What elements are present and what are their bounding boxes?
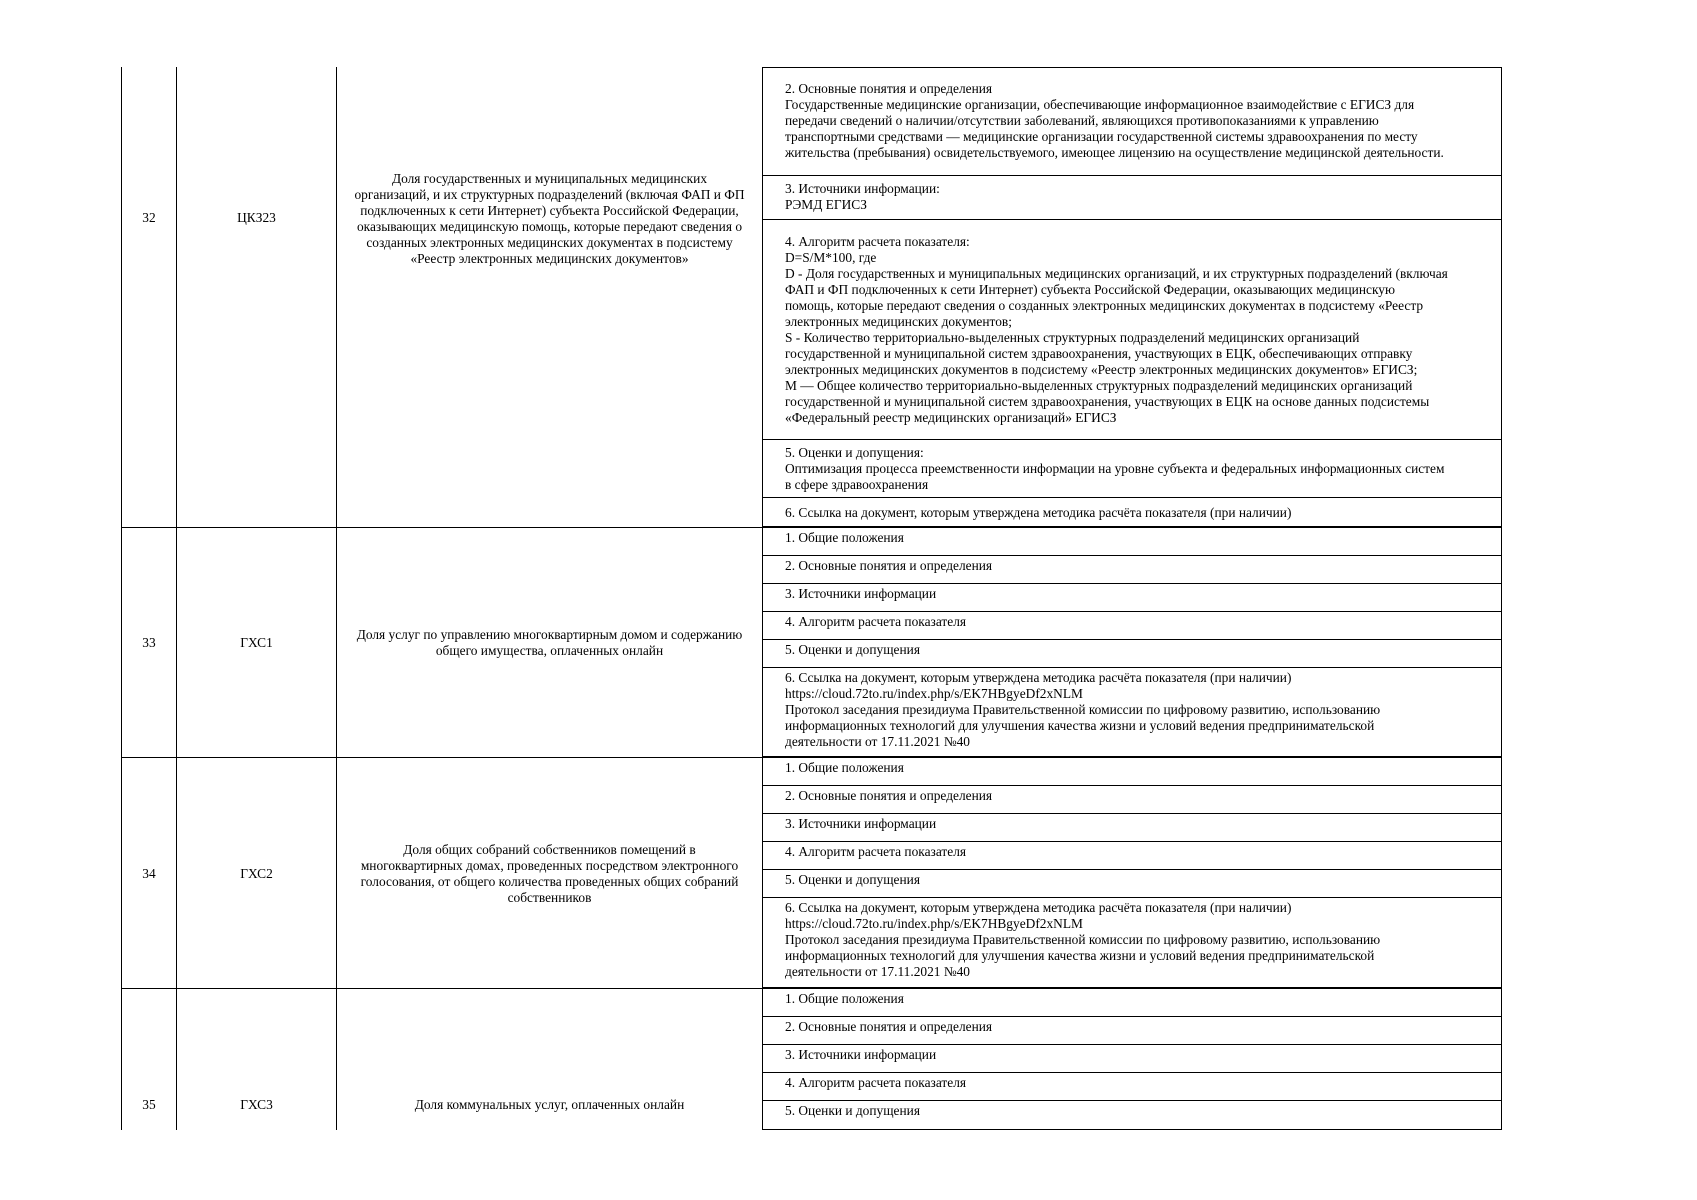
column-border-left xyxy=(121,67,122,1130)
indicator-name xyxy=(337,1097,762,1113)
section-text: 4. Алгоритм расчета показателя xyxy=(785,1075,967,1090)
indicator-name xyxy=(337,171,762,267)
name-line: подключенных к сети Интернет) субъекта Российской Федерации, xyxy=(360,203,739,218)
section-text: 3. Источники информации xyxy=(785,1047,937,1062)
section-text: 1. Общие положения xyxy=(785,991,904,1006)
name-line: Доля государственных и муниципальных медицинских xyxy=(391,171,708,186)
name-line: созданных электронных медицинских документах в подсистему xyxy=(366,235,733,250)
section-text: 3. Источники информации: РЭМД ЕГИСЗ xyxy=(785,181,940,212)
row-code: ГХС1 xyxy=(240,635,273,650)
column-border-num xyxy=(176,67,177,1130)
row-number: 35 xyxy=(142,1097,156,1112)
row-code: ГХС3 xyxy=(240,1097,273,1112)
name-line: Доля услуг по управлению многоквартирным домом и содержанию xyxy=(356,627,743,642)
indicator-name xyxy=(337,627,762,659)
row-separator-32-33 xyxy=(121,527,762,528)
row-number: 33 xyxy=(142,635,156,650)
document-link[interactable]: https://cloud.72to.ru/index.php/s/EK7HBgyeDf2xNLM xyxy=(785,686,1083,701)
section-text: 6. Ссылка на документ, которым утверждена методика расчёта показателя (при наличии) https://cloud.72to.ru/index.php/s/EK7HBgyeDf2xNLM Протокол заседания президиума Правительственной комиссии по цифровому развитию, использованию информационных технологий для улучшения качества жизни и условий ведения предпринимательской деятельности от 17.11.2021 №40 xyxy=(785,900,1505,980)
section-text: 5. Оценки и допущения xyxy=(785,1103,920,1118)
section-text: 4. Алгоритм расчета показателя xyxy=(785,614,967,629)
section-text: 3. Источники информации xyxy=(785,586,937,601)
row-separator-34-35 xyxy=(121,988,762,989)
section-text: 5. Оценки и допущения xyxy=(785,872,920,887)
name-line: Доля общих собраний собственников помещений в xyxy=(403,842,696,857)
name-line: многоквартирных домах, проведенных посредством электронного xyxy=(360,858,739,873)
row-separator-33-34 xyxy=(121,757,762,758)
section-text: 2. Основные понятия и определения xyxy=(785,1019,993,1034)
document-link[interactable]: https://cloud.72to.ru/index.php/s/EK7HBgyeDf2xNLM xyxy=(785,916,1083,931)
section-text: 5. Оценки и допущения xyxy=(785,642,920,657)
indicator-name xyxy=(337,842,762,906)
section-text: 6. Ссылка на документ, которым утверждена методика расчёта показателя (при наличии) xyxy=(785,505,1292,520)
row-number: 32 xyxy=(142,210,156,225)
name-line: организаций, и их структурных подразделений (включая ФАП и ФП xyxy=(354,187,745,202)
row-code: ГХС2 xyxy=(240,866,273,881)
name-line: голосования, от общего количества проведенных общих собраний xyxy=(360,874,739,889)
section-text: 2. Основные понятия и определения xyxy=(785,788,993,803)
section-text: 4. Алгоритм расчета показателя: D=S/M*100, где D - Доля государственных и муниципальных медицинских организаций, и их структурных подразделений (включая ФАП и ФП подключенных к сети Интернет) субъекта Российской Федерации, оказывающих медицинскую помощь, которые передают сведения о созданных электронных медицинских документах в подсистему «Реестр электронных медицинских документов; S - Количество территориально-выделенных структурных подразделений медицинских организаций государственной и муниципальной систем здравоохранения, участвующих в ЕЦК, обеспечивающих отправку электронных медицинских документов в подсистему «Реестр электронных медицинских документов» ЕГИСЗ; M — Общее количество территориально-выделенных структурных подразделений медицинских организаций государственной и муниципальной систем здравоохранения, участвующих в ЕЦК на основе данных подсистемы «Федеральный реестр медицинских организаций» ЕГИСЗ xyxy=(785,234,1448,425)
name-line: собственников xyxy=(507,890,592,905)
section-text: 4. Алгоритм расчета показателя xyxy=(785,844,967,859)
name-line: оказывающих медицинскую помощь, которые передают сведения о xyxy=(356,219,743,234)
section-text: 6. Ссылка на документ, которым утверждена методика расчёта показателя (при наличии) https://cloud.72to.ru/index.php/s/EK7HBgyeDf2xNLM Протокол заседания президиума Правительственной комиссии по цифровому развитию, использованию информационных технологий для улучшения качества жизни и условий ведения предпринимательской деятельности от 17.11.2021 №40 xyxy=(785,670,1505,750)
row-code: ЦКЗ23 xyxy=(237,210,276,225)
section-text: 5. Оценки и допущения: Оптимизация процесса преемственности информации на уровне субъекта и федеральных информационных систем в сфере здравоохранения xyxy=(785,445,1445,492)
name-line: общего имущества, оплаченных онлайн xyxy=(435,643,664,658)
row-number: 34 xyxy=(142,866,156,881)
name-line: «Реестр электронных медицинских документов» xyxy=(410,251,689,266)
section-text: 2. Основные понятия и определения xyxy=(785,558,993,573)
section-text: 1. Общие положения xyxy=(785,760,904,775)
section-text: 2. Основные понятия и определения Государственные медицинские организации, обеспечивающие информационное взаимодействие с ЕГИСЗ для передачи сведений о наличии/отсутствии заболеваний, являющихся противопоказаниями к управлению транспортными средствами — медицинские организации государственной системы здравоохранения по месту жительства (пребывания) освидетельствуемого, имеющее лицензию на осуществление медицинской деятельности. xyxy=(785,81,1444,160)
name-line: Доля коммунальных услуг, оплаченных онлайн xyxy=(414,1097,685,1112)
section-text: 3. Источники информации xyxy=(785,816,937,831)
section-text: 1. Общие положения xyxy=(785,530,904,545)
